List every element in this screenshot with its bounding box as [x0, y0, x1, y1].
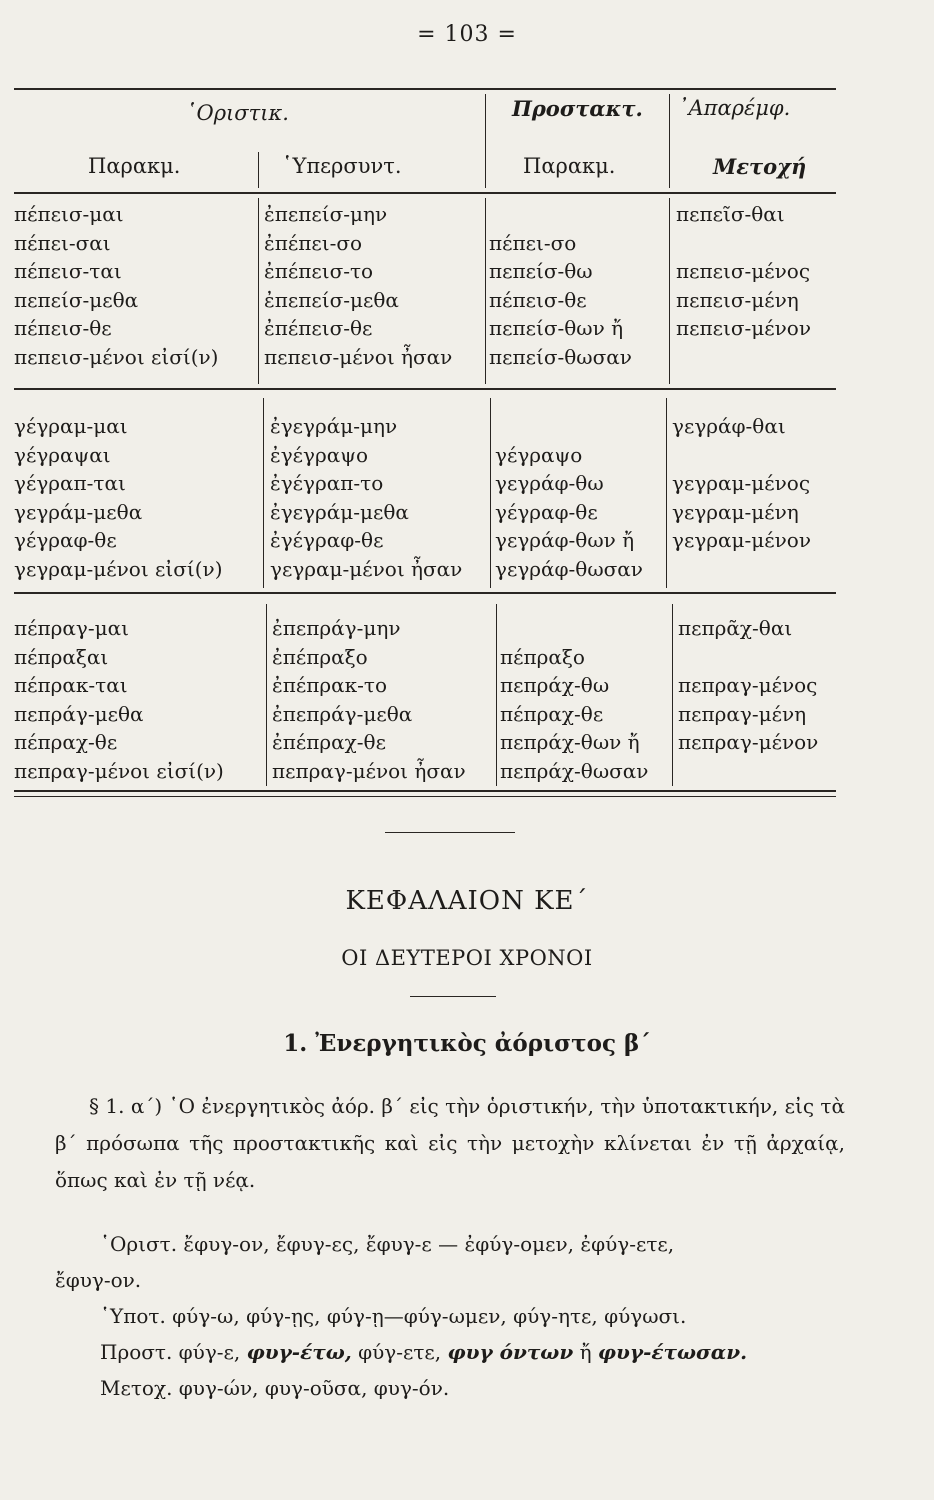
table-cell: πεπεισ-μένη [676, 287, 799, 312]
table-cell: γεγραμ-μένοι ἦσαν [270, 556, 463, 581]
table-cell: πεπραγ-μένοι εἰσί(ν) [14, 758, 224, 783]
orist-continuation: ἔφυγ-ον. [55, 1268, 142, 1292]
table-cell: ἐπέπραξο [272, 644, 368, 669]
paragraph-text: § 1. α΄) ῾Ο ἐνεργητικὸς ἀόρ. β΄ εἰς τὴν ὁριστικήν, τὴν ὑποτακτικήν, εἰς τὰ β΄ πρόσωπα τῆς προστακτικῆς καὶ εἰς τὴν μετοχὴν κλίνεται ἐν τῇ ἀρχαίᾳ, ὅπως καὶ ἐν τῇ νέᾳ. [55, 1094, 845, 1192]
header-oristik: ῾Οριστικ. [186, 101, 289, 125]
block2-divider-2 [490, 398, 491, 588]
table-cell [672, 555, 811, 584]
table-cell: πέπει-σο [489, 230, 577, 255]
table-cell: ἐπέπεισ-θε [264, 316, 373, 341]
table-cell: πέπραξαι [14, 644, 109, 669]
header-parakm-2: Παρακμ. [523, 154, 616, 178]
table-cell [495, 412, 643, 441]
col-ypersynt [270, 412, 462, 584]
table-cell: ἐπεπράγ-μεθα [272, 701, 413, 726]
table-cell: γεγράμ-μεθα [14, 499, 143, 524]
table-cell: γέγραφ-θε [495, 499, 598, 524]
table-cell: ἐπεπείσ-μην [264, 202, 388, 226]
table-cell: ἐγεγράμ-μην [270, 414, 398, 438]
header-divider-2 [485, 94, 486, 188]
table-cell: γεγραμ-μένον [672, 528, 812, 553]
header-prostakt: Προστακτ. [512, 96, 643, 121]
header-parakm: Παρακμ. [88, 154, 181, 178]
table-cell: ἐπέπεισ-το [264, 259, 374, 284]
block3-divider-3 [672, 604, 673, 786]
table-cell [489, 200, 632, 229]
table-cell: πεπραγ-μένη [678, 701, 807, 726]
table-cell: πεπεισ-μένον [676, 316, 811, 341]
table-cell: γεγραμ-μένος [672, 471, 811, 496]
table-cell: γεγράφ-θαι [672, 414, 786, 438]
col-ypersynt [264, 200, 452, 372]
block3-divider-1 [266, 604, 267, 786]
prost-form-2: φυγ-έτω, [246, 1340, 352, 1364]
table-cell: πεπράχ-θω [500, 673, 610, 698]
table-cell [678, 757, 818, 786]
col-prostakt [500, 614, 648, 786]
table-cell: γεγράφ-θω [495, 471, 604, 496]
table-cell: πέπεισ-θε [489, 287, 587, 312]
table-cell: πεπραγ-μένος [678, 673, 818, 698]
header-divider-1 [258, 152, 259, 188]
col-metochi [678, 614, 818, 786]
table-cell: πεπείσ-θων ἤ [489, 316, 624, 341]
table-cell: πεπείσ-θω [489, 259, 593, 284]
col-metochi [676, 200, 811, 372]
metoch-line: Μετοχ. φυγ-ών, φυγ-οῦσα, φυγ-όν. [100, 1376, 450, 1400]
table-cell: ἐγεγράμ-μεθα [270, 499, 409, 524]
table-cell: πεπεισ-μένοι εἰσί(ν) [14, 344, 219, 369]
prost-form-4: φυγ όντων [447, 1340, 574, 1364]
orist-line: ῾Οριστ. ἔφυγ-ον, ἔφυγ-ες, ἔφυγ-ε — ἐφύγ-ομεν, ἐφύγ-ετε, [100, 1232, 675, 1256]
table-cell [672, 441, 811, 470]
table-cell: πέπει-σαι [14, 230, 111, 255]
col-parakm [14, 412, 223, 584]
table-cell: πεπράχ-θων ἤ [500, 730, 640, 755]
page-number: = 103 = [417, 22, 517, 47]
table-cell: πεπεισ-μένοι ἦσαν [264, 344, 453, 369]
table-cell: πέπρακ-ται [14, 673, 128, 698]
table-bottom-rule-thin [14, 796, 836, 797]
table-cell [676, 229, 811, 258]
table-cell: ἐπεπράγ-μην [272, 616, 401, 640]
ypot-line: ῾Υποτ. φύγ-ω, φύγ-ῃς, φύγ-ῃ—φύγ-ωμεν, φύγ-ητε, φύγωσι. [100, 1304, 687, 1328]
table-cell: γεγραμ-μένοι εἰσί(ν) [14, 556, 223, 581]
table-cell: γέγραπ-ται [14, 471, 126, 496]
table-cell: γεγραμ-μένη [672, 499, 799, 524]
section-heading: 1. Ἐνεργητικὸς ἀόριστος β΄ [283, 1030, 651, 1057]
prost-form-1: Προστ. φύγ-ε, [100, 1340, 241, 1364]
header-aparemf: ᾿Απαρέμφ. [678, 96, 791, 120]
table-cell: πέπραξο [500, 644, 585, 669]
block1-divider-3 [669, 198, 670, 384]
col-parakm [14, 200, 218, 372]
section-paragraph [55, 1088, 845, 1199]
prost-form-5: φυγ-έτωσαν. [597, 1340, 748, 1364]
header-ypersynt: ῾Υπερσυντ. [282, 154, 402, 178]
table-cell: πεπεῖσ-θαι [676, 202, 785, 226]
table-cell: πεπραγ-μένον [678, 730, 819, 755]
block2-divider-3 [666, 398, 667, 588]
table-cell: γέγραμ-μαι [14, 414, 128, 438]
table-cell: πέπραχ-θε [500, 701, 604, 726]
table-bottom-rule [14, 790, 836, 792]
table-cell: γέγραψο [495, 442, 583, 467]
table-cell: ἐπέπρακ-το [272, 673, 388, 698]
table-cell: πεπείσ-θωσαν [489, 344, 632, 369]
col-ypersynt [272, 614, 466, 786]
table-cell [500, 614, 648, 643]
table-cell: πεπεισ-μένος [676, 259, 811, 284]
table-cell [676, 343, 811, 372]
header-bottom-rule [14, 192, 836, 194]
table-cell: ἐπεπείσ-μεθα [264, 287, 399, 312]
col-prostakt [489, 200, 632, 372]
col-parakm [14, 614, 224, 786]
block2-bottom-rule [14, 592, 836, 594]
table-cell: πέπραγ-μαι [14, 616, 129, 640]
chapter-top-rule [385, 832, 515, 833]
block2-divider-1 [263, 398, 264, 588]
table-cell: πέπεισ-θε [14, 316, 112, 341]
header-metochi: Μετοχή [713, 154, 807, 179]
col-prostakt [495, 412, 643, 584]
prost-form-3: φύγ-ετε, [358, 1340, 442, 1364]
table-cell: γεγράφ-θων ἤ [495, 528, 635, 553]
table-cell: πεπραγ-μένοι ἦσαν [272, 758, 466, 783]
table-cell: ἐπέπει-σο [264, 230, 363, 255]
block3-divider-2 [496, 604, 497, 786]
table-cell: πεπείσ-μεθα [14, 287, 139, 312]
table-cell: πέπεισ-μαι [14, 202, 124, 226]
block1-divider-2 [485, 198, 486, 384]
table-cell [678, 643, 818, 672]
table-cell: ἐγέγραπ-το [270, 471, 384, 496]
prost-line [100, 1340, 747, 1364]
chapter-bottom-rule [410, 996, 496, 997]
table-cell: γέγραφ-θε [14, 528, 117, 553]
table-cell: ἐγέγραψο [270, 442, 368, 467]
table-cell: πεπρᾶχ-θαι [678, 616, 793, 640]
prost-or: ἤ [579, 1340, 592, 1364]
block1-divider-1 [258, 198, 259, 384]
chapter-title: ΚΕΦΑΛΑΙΟΝ ΚΕ΄ [345, 886, 589, 916]
col-metochi [672, 412, 811, 584]
header-divider-3 [669, 94, 670, 188]
table-cell: γέγραψαι [14, 442, 111, 467]
table-cell: πέπραχ-θε [14, 730, 118, 755]
chapter-subtitle: ΟΙ ΔΕΥΤΕΡΟΙ ΧΡΟΝΟΙ [341, 946, 593, 970]
table-cell: ἐπέπραχ-θε [272, 730, 386, 755]
block1-bottom-rule [14, 388, 836, 390]
table-cell: ἐγέγραφ-θε [270, 528, 384, 553]
table-top-rule [14, 88, 836, 90]
table-cell: γεγράφ-θωσαν [495, 556, 643, 581]
table-cell: πέπεισ-ται [14, 259, 122, 284]
table-cell: πεπράχ-θωσαν [500, 758, 649, 783]
table-cell: πεπράγ-μεθα [14, 701, 144, 726]
